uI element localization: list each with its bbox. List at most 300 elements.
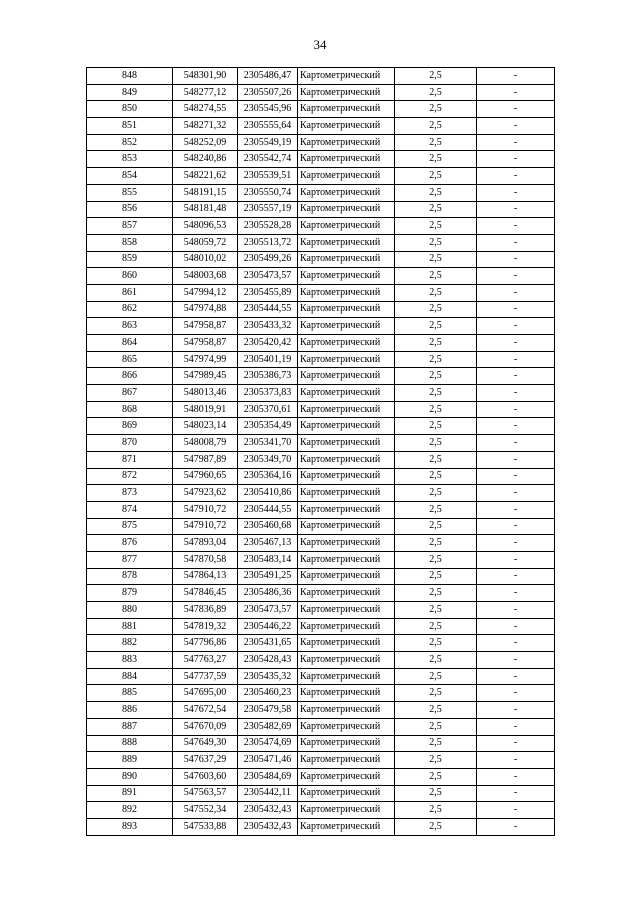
point-number-cell: 861 xyxy=(87,284,173,301)
method-cell: Картометрический xyxy=(298,785,395,802)
table-row xyxy=(87,184,555,201)
table-row xyxy=(87,718,555,735)
method-cell: Картометрический xyxy=(298,301,395,318)
table-row xyxy=(87,351,555,368)
description-cell: - xyxy=(477,335,555,352)
table-row xyxy=(87,435,555,452)
point-number-cell: 890 xyxy=(87,768,173,785)
table-row xyxy=(87,301,555,318)
accuracy-cell: 2,5 xyxy=(395,151,477,168)
accuracy-cell: 2,5 xyxy=(395,68,477,85)
y-coordinate-cell: 2305557,19 xyxy=(238,201,298,218)
description-cell: - xyxy=(477,501,555,518)
method-cell: Картометрический xyxy=(298,184,395,201)
method-cell: Картометрический xyxy=(298,535,395,552)
table-row xyxy=(87,201,555,218)
description-cell: - xyxy=(477,618,555,635)
y-coordinate-cell: 2305542,74 xyxy=(238,151,298,168)
point-number-cell: 866 xyxy=(87,368,173,385)
x-coordinate-cell: 547994,12 xyxy=(173,284,238,301)
table-row xyxy=(87,768,555,785)
accuracy-cell: 2,5 xyxy=(395,652,477,669)
x-coordinate-cell: 548010,02 xyxy=(173,251,238,268)
method-cell: Картометрический xyxy=(298,201,395,218)
point-number-cell: 893 xyxy=(87,818,173,835)
method-cell: Картометрический xyxy=(298,234,395,251)
point-number-cell: 862 xyxy=(87,301,173,318)
point-number-cell: 889 xyxy=(87,752,173,769)
description-cell: - xyxy=(477,818,555,835)
method-cell: Картометрический xyxy=(298,368,395,385)
point-number-cell: 874 xyxy=(87,501,173,518)
table-row xyxy=(87,818,555,835)
description-cell: - xyxy=(477,668,555,685)
y-coordinate-cell: 2305364,16 xyxy=(238,468,298,485)
description-cell: - xyxy=(477,435,555,452)
y-coordinate-cell: 2305432,43 xyxy=(238,802,298,819)
method-cell: Картометрический xyxy=(298,802,395,819)
y-coordinate-cell: 2305433,32 xyxy=(238,318,298,335)
point-number-cell: 856 xyxy=(87,201,173,218)
table-row xyxy=(87,585,555,602)
x-coordinate-cell: 548023,14 xyxy=(173,418,238,435)
method-cell: Картометрический xyxy=(298,752,395,769)
description-cell: - xyxy=(477,485,555,502)
method-cell: Картометрический xyxy=(298,551,395,568)
table-row xyxy=(87,485,555,502)
accuracy-cell: 2,5 xyxy=(395,702,477,719)
point-number-cell: 875 xyxy=(87,518,173,535)
point-number-cell: 865 xyxy=(87,351,173,368)
accuracy-cell: 2,5 xyxy=(395,668,477,685)
table-row xyxy=(87,118,555,135)
accuracy-cell: 2,5 xyxy=(395,401,477,418)
point-number-cell: 849 xyxy=(87,84,173,101)
description-cell: - xyxy=(477,368,555,385)
accuracy-cell: 2,5 xyxy=(395,768,477,785)
point-number-cell: 881 xyxy=(87,618,173,635)
y-coordinate-cell: 2305420,42 xyxy=(238,335,298,352)
y-coordinate-cell: 2305486,36 xyxy=(238,585,298,602)
accuracy-cell: 2,5 xyxy=(395,201,477,218)
table-row xyxy=(87,602,555,619)
x-coordinate-cell: 548271,32 xyxy=(173,118,238,135)
table-row xyxy=(87,802,555,819)
description-cell: - xyxy=(477,418,555,435)
point-number-cell: 852 xyxy=(87,134,173,151)
description-cell: - xyxy=(477,702,555,719)
table-row xyxy=(87,401,555,418)
y-coordinate-cell: 2305528,28 xyxy=(238,218,298,235)
method-cell: Картометрический xyxy=(298,702,395,719)
y-coordinate-cell: 2305491,25 xyxy=(238,568,298,585)
description-cell: - xyxy=(477,768,555,785)
description-cell: - xyxy=(477,551,555,568)
method-cell: Картометрический xyxy=(298,118,395,135)
point-number-cell: 888 xyxy=(87,735,173,752)
point-number-cell: 870 xyxy=(87,435,173,452)
point-number-cell: 882 xyxy=(87,635,173,652)
description-cell: - xyxy=(477,652,555,669)
x-coordinate-cell: 548059,72 xyxy=(173,234,238,251)
table-row xyxy=(87,418,555,435)
accuracy-cell: 2,5 xyxy=(395,351,477,368)
table-row xyxy=(87,535,555,552)
description-cell: - xyxy=(477,602,555,619)
point-number-cell: 876 xyxy=(87,535,173,552)
point-number-cell: 877 xyxy=(87,551,173,568)
y-coordinate-cell: 2305507,26 xyxy=(238,84,298,101)
x-coordinate-cell: 547637,29 xyxy=(173,752,238,769)
accuracy-cell: 2,5 xyxy=(395,752,477,769)
y-coordinate-cell: 2305435,32 xyxy=(238,668,298,685)
table-row xyxy=(87,635,555,652)
page-number: 34 xyxy=(313,37,327,52)
method-cell: Картометрический xyxy=(298,151,395,168)
x-coordinate-cell: 547670,09 xyxy=(173,718,238,735)
table-row xyxy=(87,218,555,235)
point-number-cell: 883 xyxy=(87,652,173,669)
accuracy-cell: 2,5 xyxy=(395,535,477,552)
description-cell: - xyxy=(477,268,555,285)
point-number-cell: 857 xyxy=(87,218,173,235)
description-cell: - xyxy=(477,785,555,802)
method-cell: Картометрический xyxy=(298,84,395,101)
table-row xyxy=(87,752,555,769)
point-number-cell: 855 xyxy=(87,184,173,201)
table-row xyxy=(87,101,555,118)
x-coordinate-cell: 548181,48 xyxy=(173,201,238,218)
method-cell: Картометрический xyxy=(298,718,395,735)
description-cell: - xyxy=(477,568,555,585)
accuracy-cell: 2,5 xyxy=(395,635,477,652)
y-coordinate-cell: 2305486,47 xyxy=(238,68,298,85)
method-cell: Картометрический xyxy=(298,518,395,535)
x-coordinate-cell: 547649,30 xyxy=(173,735,238,752)
y-coordinate-cell: 2305473,57 xyxy=(238,602,298,619)
table-row xyxy=(87,735,555,752)
y-coordinate-cell: 2305432,43 xyxy=(238,818,298,835)
method-cell: Картометрический xyxy=(298,451,395,468)
x-coordinate-cell: 547836,89 xyxy=(173,602,238,619)
x-coordinate-cell: 547987,89 xyxy=(173,451,238,468)
description-cell: - xyxy=(477,802,555,819)
table-row xyxy=(87,385,555,402)
description-cell: - xyxy=(477,518,555,535)
y-coordinate-cell: 2305370,61 xyxy=(238,401,298,418)
method-cell: Картометрический xyxy=(298,668,395,685)
accuracy-cell: 2,5 xyxy=(395,301,477,318)
method-cell: Картометрический xyxy=(298,635,395,652)
y-coordinate-cell: 2305473,57 xyxy=(238,268,298,285)
point-number-cell: 851 xyxy=(87,118,173,135)
y-coordinate-cell: 2305513,72 xyxy=(238,234,298,251)
x-coordinate-cell: 548301,90 xyxy=(173,68,238,85)
point-number-cell: 858 xyxy=(87,234,173,251)
description-cell: - xyxy=(477,685,555,702)
x-coordinate-cell: 547864,13 xyxy=(173,568,238,585)
y-coordinate-cell: 2305484,69 xyxy=(238,768,298,785)
y-coordinate-cell: 2305471,46 xyxy=(238,752,298,769)
accuracy-cell: 2,5 xyxy=(395,251,477,268)
y-coordinate-cell: 2305460,23 xyxy=(238,685,298,702)
accuracy-cell: 2,5 xyxy=(395,451,477,468)
y-coordinate-cell: 2305373,83 xyxy=(238,385,298,402)
point-number-cell: 880 xyxy=(87,602,173,619)
point-number-cell: 891 xyxy=(87,785,173,802)
accuracy-cell: 2,5 xyxy=(395,585,477,602)
description-cell: - xyxy=(477,752,555,769)
accuracy-cell: 2,5 xyxy=(395,802,477,819)
y-coordinate-cell: 2305539,51 xyxy=(238,168,298,185)
x-coordinate-cell: 548003,68 xyxy=(173,268,238,285)
table-row xyxy=(87,618,555,635)
table-row xyxy=(87,551,555,568)
x-coordinate-cell: 547552,34 xyxy=(173,802,238,819)
x-coordinate-cell: 547893,04 xyxy=(173,535,238,552)
description-cell: - xyxy=(477,251,555,268)
point-number-cell: 871 xyxy=(87,451,173,468)
y-coordinate-cell: 2305555,64 xyxy=(238,118,298,135)
table-row xyxy=(87,268,555,285)
description-cell: - xyxy=(477,118,555,135)
y-coordinate-cell: 2305446,22 xyxy=(238,618,298,635)
method-cell: Картометрический xyxy=(298,501,395,518)
table-row xyxy=(87,68,555,85)
point-number-cell: 869 xyxy=(87,418,173,435)
point-number-cell: 884 xyxy=(87,668,173,685)
x-coordinate-cell: 547737,59 xyxy=(173,668,238,685)
point-number-cell: 887 xyxy=(87,718,173,735)
x-coordinate-cell: 547923,62 xyxy=(173,485,238,502)
table-row xyxy=(87,251,555,268)
y-coordinate-cell: 2305467,13 xyxy=(238,535,298,552)
method-cell: Картометрический xyxy=(298,268,395,285)
point-number-cell: 859 xyxy=(87,251,173,268)
table-row xyxy=(87,668,555,685)
accuracy-cell: 2,5 xyxy=(395,435,477,452)
x-coordinate-cell: 547958,87 xyxy=(173,318,238,335)
description-cell: - xyxy=(477,134,555,151)
description-cell: - xyxy=(477,101,555,118)
point-number-cell: 867 xyxy=(87,385,173,402)
y-coordinate-cell: 2305479,58 xyxy=(238,702,298,719)
accuracy-cell: 2,5 xyxy=(395,468,477,485)
y-coordinate-cell: 2305444,55 xyxy=(238,301,298,318)
accuracy-cell: 2,5 xyxy=(395,318,477,335)
method-cell: Картометрический xyxy=(298,284,395,301)
point-number-cell: 878 xyxy=(87,568,173,585)
y-coordinate-cell: 2305549,19 xyxy=(238,134,298,151)
method-cell: Картометрический xyxy=(298,218,395,235)
description-cell: - xyxy=(477,535,555,552)
point-number-cell: 850 xyxy=(87,101,173,118)
accuracy-cell: 2,5 xyxy=(395,518,477,535)
method-cell: Картометрический xyxy=(298,435,395,452)
x-coordinate-cell: 547989,45 xyxy=(173,368,238,385)
table-row xyxy=(87,451,555,468)
table-row xyxy=(87,284,555,301)
x-coordinate-cell: 548252,09 xyxy=(173,134,238,151)
point-number-cell: 854 xyxy=(87,168,173,185)
table-row xyxy=(87,84,555,101)
x-coordinate-cell: 547974,88 xyxy=(173,301,238,318)
description-cell: - xyxy=(477,585,555,602)
table-row xyxy=(87,335,555,352)
y-coordinate-cell: 2305349,70 xyxy=(238,451,298,468)
y-coordinate-cell: 2305428,43 xyxy=(238,652,298,669)
y-coordinate-cell: 2305550,74 xyxy=(238,184,298,201)
x-coordinate-cell: 547958,87 xyxy=(173,335,238,352)
x-coordinate-cell: 547533,88 xyxy=(173,818,238,835)
x-coordinate-cell: 548013,46 xyxy=(173,385,238,402)
y-coordinate-cell: 2305499,26 xyxy=(238,251,298,268)
description-cell: - xyxy=(477,718,555,735)
accuracy-cell: 2,5 xyxy=(395,818,477,835)
table-row xyxy=(87,318,555,335)
method-cell: Картометрический xyxy=(298,618,395,635)
description-cell: - xyxy=(477,401,555,418)
description-cell: - xyxy=(477,635,555,652)
method-cell: Картометрический xyxy=(298,652,395,669)
accuracy-cell: 2,5 xyxy=(395,134,477,151)
description-cell: - xyxy=(477,68,555,85)
method-cell: Картометрический xyxy=(298,401,395,418)
x-coordinate-cell: 547870,58 xyxy=(173,551,238,568)
table-row xyxy=(87,685,555,702)
accuracy-cell: 2,5 xyxy=(395,101,477,118)
table-row xyxy=(87,652,555,669)
coordinates-table-body xyxy=(87,68,555,836)
point-number-cell: 879 xyxy=(87,585,173,602)
x-coordinate-cell: 547796,86 xyxy=(173,635,238,652)
method-cell: Картометрический xyxy=(298,468,395,485)
y-coordinate-cell: 2305545,96 xyxy=(238,101,298,118)
accuracy-cell: 2,5 xyxy=(395,84,477,101)
x-coordinate-cell: 547910,72 xyxy=(173,518,238,535)
x-coordinate-cell: 548277,12 xyxy=(173,84,238,101)
y-coordinate-cell: 2305354,49 xyxy=(238,418,298,435)
x-coordinate-cell: 547695,00 xyxy=(173,685,238,702)
description-cell: - xyxy=(477,301,555,318)
y-coordinate-cell: 2305341,70 xyxy=(238,435,298,452)
method-cell: Картометрический xyxy=(298,168,395,185)
x-coordinate-cell: 548274,55 xyxy=(173,101,238,118)
method-cell: Картометрический xyxy=(298,602,395,619)
accuracy-cell: 2,5 xyxy=(395,501,477,518)
accuracy-cell: 2,5 xyxy=(395,618,477,635)
method-cell: Картометрический xyxy=(298,335,395,352)
point-number-cell: 853 xyxy=(87,151,173,168)
coordinates-table xyxy=(86,67,555,836)
description-cell: - xyxy=(477,168,555,185)
table-row xyxy=(87,368,555,385)
accuracy-cell: 2,5 xyxy=(395,284,477,301)
description-cell: - xyxy=(477,184,555,201)
y-coordinate-cell: 2305483,14 xyxy=(238,551,298,568)
x-coordinate-cell: 548191,15 xyxy=(173,184,238,201)
x-coordinate-cell: 547846,45 xyxy=(173,585,238,602)
x-coordinate-cell: 547960,65 xyxy=(173,468,238,485)
y-coordinate-cell: 2305431,65 xyxy=(238,635,298,652)
x-coordinate-cell: 548096,53 xyxy=(173,218,238,235)
table-row xyxy=(87,785,555,802)
point-number-cell: 872 xyxy=(87,468,173,485)
accuracy-cell: 2,5 xyxy=(395,551,477,568)
method-cell: Картометрический xyxy=(298,351,395,368)
table-row xyxy=(87,468,555,485)
point-number-cell: 864 xyxy=(87,335,173,352)
point-number-cell: 868 xyxy=(87,401,173,418)
point-number-cell: 892 xyxy=(87,802,173,819)
table-row xyxy=(87,568,555,585)
method-cell: Картометрический xyxy=(298,585,395,602)
description-cell: - xyxy=(477,201,555,218)
description-cell: - xyxy=(477,351,555,368)
description-cell: - xyxy=(477,385,555,402)
y-coordinate-cell: 2305474,69 xyxy=(238,735,298,752)
accuracy-cell: 2,5 xyxy=(395,485,477,502)
x-coordinate-cell: 548019,91 xyxy=(173,401,238,418)
accuracy-cell: 2,5 xyxy=(395,418,477,435)
method-cell: Картометрический xyxy=(298,768,395,785)
description-cell: - xyxy=(477,151,555,168)
x-coordinate-cell: 547819,32 xyxy=(173,618,238,635)
accuracy-cell: 2,5 xyxy=(395,218,477,235)
method-cell: Картометрический xyxy=(298,685,395,702)
method-cell: Картометрический xyxy=(298,818,395,835)
accuracy-cell: 2,5 xyxy=(395,685,477,702)
accuracy-cell: 2,5 xyxy=(395,118,477,135)
method-cell: Картометрический xyxy=(298,385,395,402)
y-coordinate-cell: 2305482,69 xyxy=(238,718,298,735)
point-number-cell: 873 xyxy=(87,485,173,502)
method-cell: Картометрический xyxy=(298,568,395,585)
method-cell: Картометрический xyxy=(298,485,395,502)
method-cell: Картометрический xyxy=(298,68,395,85)
table-row xyxy=(87,234,555,251)
point-number-cell: 848 xyxy=(87,68,173,85)
x-coordinate-cell: 548008,79 xyxy=(173,435,238,452)
point-number-cell: 863 xyxy=(87,318,173,335)
x-coordinate-cell: 547763,27 xyxy=(173,652,238,669)
description-cell: - xyxy=(477,234,555,251)
y-coordinate-cell: 2305386,73 xyxy=(238,368,298,385)
method-cell: Картометрический xyxy=(298,101,395,118)
method-cell: Картометрический xyxy=(298,418,395,435)
x-coordinate-cell: 547603,60 xyxy=(173,768,238,785)
table-row xyxy=(87,134,555,151)
description-cell: - xyxy=(477,451,555,468)
x-coordinate-cell: 548221,62 xyxy=(173,168,238,185)
method-cell: Картометрический xyxy=(298,134,395,151)
y-coordinate-cell: 2305460,68 xyxy=(238,518,298,535)
accuracy-cell: 2,5 xyxy=(395,184,477,201)
description-cell: - xyxy=(477,84,555,101)
accuracy-cell: 2,5 xyxy=(395,718,477,735)
accuracy-cell: 2,5 xyxy=(395,168,477,185)
x-coordinate-cell: 547974,99 xyxy=(173,351,238,368)
table-row xyxy=(87,518,555,535)
y-coordinate-cell: 2305410,86 xyxy=(238,485,298,502)
table-row xyxy=(87,501,555,518)
table-row xyxy=(87,702,555,719)
accuracy-cell: 2,5 xyxy=(395,385,477,402)
point-number-cell: 860 xyxy=(87,268,173,285)
method-cell: Картометрический xyxy=(298,735,395,752)
y-coordinate-cell: 2305455,89 xyxy=(238,284,298,301)
x-coordinate-cell: 547563,57 xyxy=(173,785,238,802)
